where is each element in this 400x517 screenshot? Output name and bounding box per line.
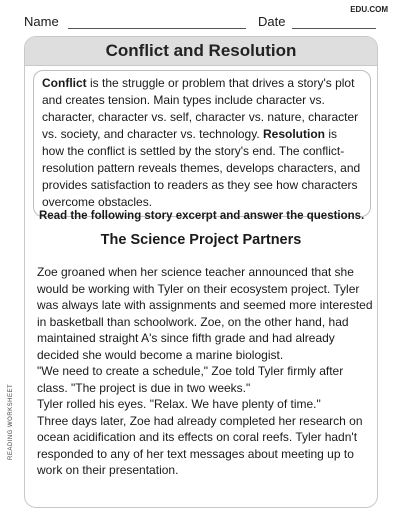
story-paragraph: Three days later, Zoe had already completed her research on ocean acidification and its effects on coral reefs. Tyler hadn't responded to any of her text messages about meeting up to work on their presentation. [37, 413, 363, 477]
resolution-definition: is how the conflict is settled by the story's end. The conflict-resolution pattern reveals themes, develops characters, and provides satisfaction to readers as they see how characters overcome obstacles. [42, 127, 361, 209]
story-title: The Science Project Partners [100, 232, 302, 248]
term-resolution: Resolution [263, 127, 325, 141]
worksheet-frame [24, 36, 378, 508]
date-line [292, 28, 376, 29]
conflict-definition: is the struggle or problem that drives a story's plot and creates tension. Main types include character vs. character, character vs. self, character vs. nature, character vs. society, and character vs. technology. [42, 76, 359, 141]
brand-logo: EDU.COM [350, 5, 388, 14]
name-line [68, 28, 246, 29]
story-paragraph: "We need to create a schedule," Zoe told Tyler firmly after class. "The project is due in two weeks." [37, 364, 344, 395]
instruction-text: Read the following story excerpt and answer the questions. [39, 210, 365, 222]
story-paragraph: Zoe groaned when her science teacher announced that she would be working with Tyler on their ecosystem project. Tyler was always late with assignments and seemed more interested in basketball than schoolwork. Zoe, on the other hand, had maintained straight A's since fifth grade and had already decided she would become a marine biologist. [37, 265, 373, 362]
side-label: READING WORKSHEET [8, 383, 14, 460]
date-label: Date [258, 14, 286, 29]
definition-box [33, 70, 371, 217]
worksheet-title: Conflict and Resolution [25, 37, 377, 66]
story-excerpt [37, 264, 373, 479]
term-conflict: Conflict [42, 76, 87, 90]
story-paragraph: Tyler rolled his eyes. "Relax. We have plenty of time." [37, 397, 321, 411]
name-date-row [24, 14, 376, 34]
name-label: Name [24, 14, 59, 29]
